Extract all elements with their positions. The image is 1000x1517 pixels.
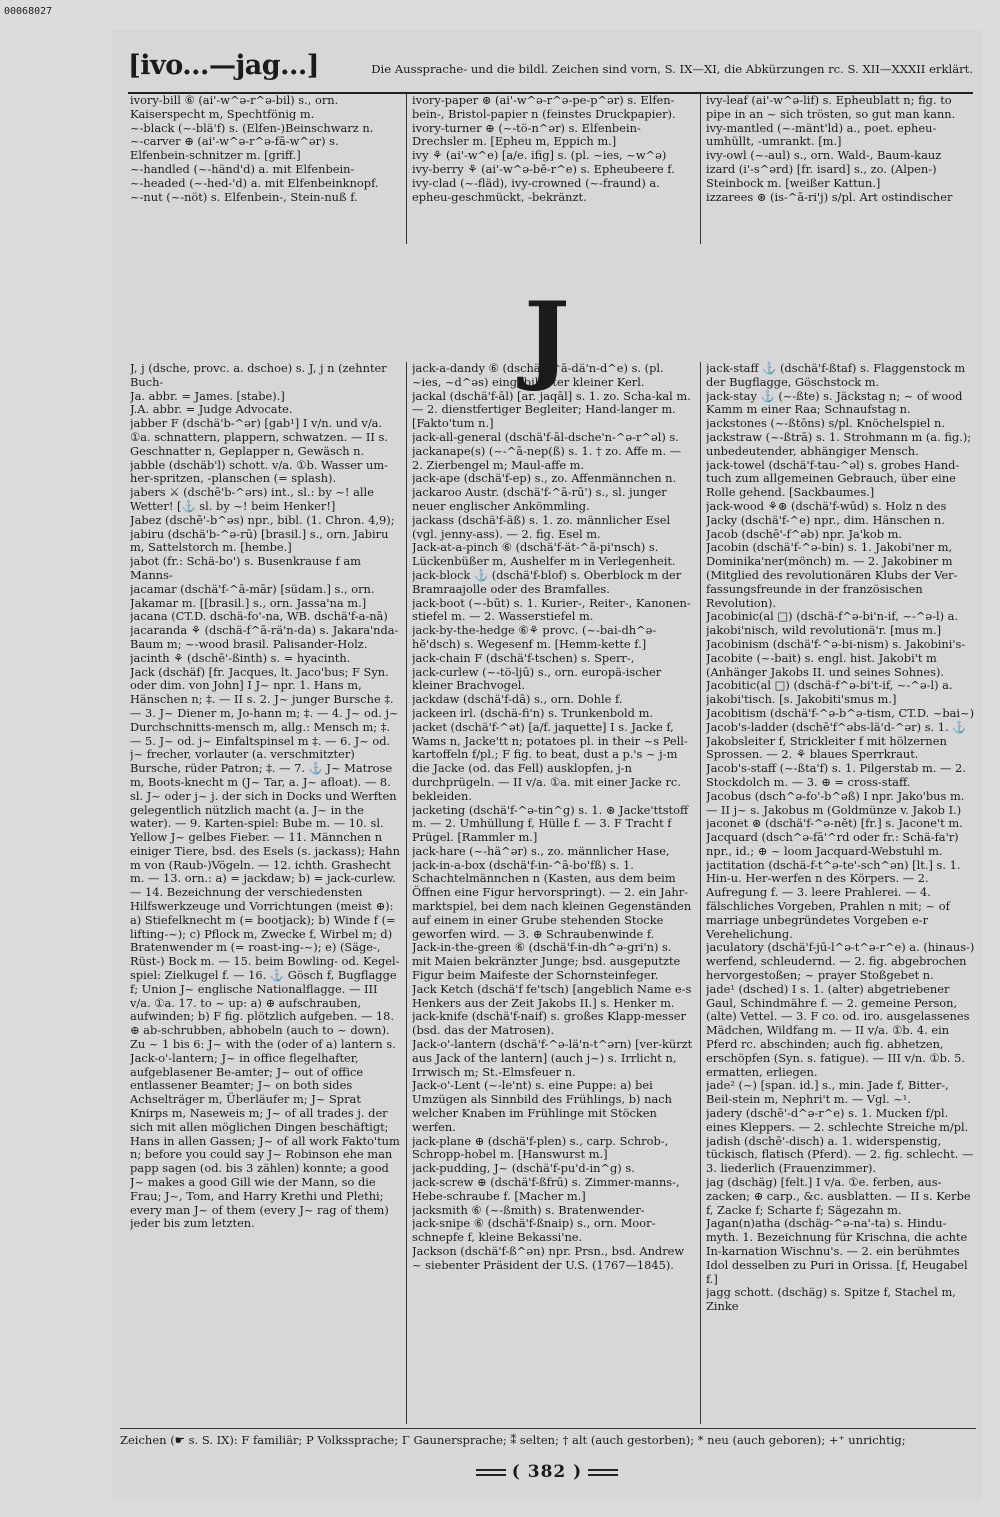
dictionary-entry: jacaranda ⚘ (dschä-f^ā-rä'n-da) s. Jakara'nda-Baum m; ~-wood brasil. Palisander-Holz. — [130, 623, 399, 651]
dictionary-entry: Jack-in-the-green ⑥ (dschä'f-in-dh^ə-gri'n) s. mit Maien bekränzter Junge; bsd. ausgeputzte Figur beim Maifeste der Schornsteinfeger. — [412, 940, 681, 983]
footer-rule — [120, 1428, 976, 1429]
dictionary-entry: ~-nut (~-nöt) s. Elfenbein-, Stein-nuß f. — [130, 189, 358, 204]
column-rule — [406, 94, 407, 244]
dictionary-entry: jade¹ (dsched) I s. 1. (alter) abgetriebener Gaul, Schindmähre f. — 2. gemeine Person, (alte) Vettel. — 3. F co. od. iro. ausgelassenes Mädchen, Wildfang m. — II v/a. ①b. 4. ein Pferd rc. abschinden; auch fig. abhetzen, erschöpfen (Syn. s. fatigue). — III v/n. ①b. 5. ermatten, erliegen. — [706, 981, 970, 1079]
dictionary-entry: Jack (dschäf) [fr. Jacques, lt. Jaco'bus; F Syn. oder dim. von John] I J~ npr. 1. Hans m, Hänschen n; ‡. — II s. 2. J~ junger Bursche ‡. — 3. J~ Diener m, Jo-hann m; ‡. — 4. J~ od. j~ Durchschnitts-mensch m, allg.: Mensch m; ‡. — 5. J~ od. j~ Einfaltspinsel m ‡. — 6. J~ od. j~ frecher, vorlauter (a. verschmitzter) Bursche, rüder Patron; ‡. — 7. ⚓ J~ Matrose m, Boots-knecht m (J~ Tar, a. J~ afloat). — 8. sl. J~ oder j~ j. der sich in Docks und Werften gelegentlich nützlich macht (a. J~ in the water). — 9. Karten-spiel: Bube m. — 10. sl. Yellow J~ gelbes Fieber. — 11. Männchen n einiger Tiere, bsd. des Esels (s. jackass); Hahn m von (Raub-)Vögeln. — 12. ichth. Grashecht m. — 13. orn.: a) = jackdaw; b) = jack-curlew. — 14. Bezeichnung der verschiedensten Hilfswerkzeuge und Vorrichtungen (meist ⊕): a) Stiefelknecht m (= bootjack); b) Winde f (= lifting-~); c) Pflock m, Zwecke f, Wirbel m; d) Bratenwender m (= roast-ing-~); e) (Säge-, Rüst-) Bock m. — 15. beim Bowling- od. Kegel-spiel: Zielkugel f. — 16. ⚓ Gösch f, Bugflagge f; Union J~ englische Nationalflagge. — III v/a. ①a. 17. to ~ up: a) ⊕ aufschrauben, aufwinden; b) F fig. plötzlich aufgeben. — 18. ⊕ ab-schrubben, abhobeln (auch to ~ down). — [130, 664, 400, 1038]
dictionary-entry: ivy-mantled (~-mänt'ld) a., poet. epheu-umhüllt, -umrankt. [m.] — [706, 120, 937, 149]
dictionary-entry: jacketing (dschä'f-^ə-tin^g) s. 1. ⊛ Jacke'ttstoff m. — 2. Umhüllung f, Hülle f. — 3. F Tracht f Prügel. [Rammler m.] — [412, 802, 689, 845]
dictionary-entry: jabber F (dschä'b-^ər) [gab¹] I v/n. und v/a. ①a. schnattern, plappern, schwatzen. — II s. Geschnatter n, Geplapper n, Gewäsch n. — [130, 416, 389, 458]
dictionary-entry: jacket (dschä'f-^ət) [a/f. jaquette] I s. Jacke f, Wams n, Jacke'tt n; potatoes pl. in their ~s Pell-kartoffeln f/pl.; F fig. to beat, dust a p.'s ~ j-m die Jacke (od. das Fell) ausklopfen, j-n durchprügeln. — II v/a. ①a. mit einer Jacke rc. bekleiden. — [412, 719, 688, 803]
dictionary-entry: jack-hare (~-hä^ər) s., zo. männlicher Hase, — [412, 843, 670, 858]
dictionary-entry: ~-handled (~-händ'd) a. mit Elfenbein- — [130, 161, 355, 176]
column-rule — [406, 362, 407, 1424]
main-column-3 — [706, 362, 976, 1424]
dictionary-entry: Jacquard (dsch^ə-fā'^rd oder fr.: Schä-fa'r) npr., id.; ⊕ ~ loom Jacquard-Webstuhl m. — [706, 830, 959, 858]
dictionary-entry: jacksmith ⑥ (~-ßmith) s. Bratenwender- — [412, 1202, 645, 1217]
column-rule — [700, 362, 701, 1424]
dictionary-entry: jacana (CT.D. dschä-fo'-na, WB. dschä'f-a-nā) — [130, 609, 388, 624]
dictionary-entry: Jacob (dschē'-f^əb) npr. Ja'kob m. — [706, 526, 903, 541]
dictionary-entry: jack-a-dandy ⑥ (dschä'f-^ā-dä'n-d^e) s. (pl. ~ies, ~d^əs) eingebildeter kleiner Kerl. — [412, 362, 664, 389]
dictionary-entry: jaconet ⊛ (dschä'f-^ə-nĕt) [fr.] s. Jacone't m. — [706, 816, 963, 831]
dictionary-entry: jabers ⚔ (dschē'b-^ərs) int., sl.: by ~! alle Wetter! [⚓ sl. by ~! beim Henker!] — [130, 485, 374, 513]
dictionary-entry: izard (i'-s^ərd) [fr. isard] s., zo. (Alpen-) Steinbock m. [weißer Kattun.] — [706, 161, 937, 190]
dictionary-entry: Jabez (dschē'-b^əs) npr., bibl. (1. Chron. 4,9); — [130, 512, 395, 527]
dictionary-entry: Jacob's-ladder (dschē'f^əbs-lä'd-^ər) s. 1. ⚓ Jakobsleiter f, Strickleiter f mit hölzernen Sprossen. — 2. ⚘ blaues Sperrkraut. — [706, 719, 967, 762]
dictionary-entry: ivory-bill ⑥ (ai'-w^ə-r^ə-bil) s., orn. Kaiserspecht m, Spechtfönig m. — [130, 94, 339, 121]
dictionary-entry: jack-block ⚓ (dschä'f-blof) s. Oberblock m der Bramraajolle oder des Bramfalles. — [412, 567, 682, 596]
dictionary-entry: Jacobus (dsch^ə-fo'-b^əß) I npr. Jako'bus m. — II j~ s. Jakobus m (Goldmünze v. Jakob I.) — [706, 788, 965, 817]
dictionary-entry: ~-black (~-blä'f) s. (Elfen-)Beinschwarz n. — [130, 120, 374, 135]
dictionary-entry: jacinth ⚘ (dschē'-ßinth) s. = hyacinth. — [130, 650, 351, 665]
dictionary-entry: jack-curlew (~-tö-ljū) s., orn. europä-ischer kleiner Brachvogel. — [412, 664, 662, 693]
dictionary-entry: jabiru (dschä'b-^ə-rū) [brasil.] s., orn. Jabiru m, Sattelstorch m. [hembe.] — [130, 526, 389, 555]
dictionary-entry: jabble (dschäb'l) schott. v/a. ①b. Wasser um-her-spritzen, -planschen (= splash). — [130, 457, 388, 486]
dictionary-entry: J.A. abbr. = Judge Advocate. — [130, 402, 293, 417]
dictionary-entry: Jacobitic(al □) (dschä-f^ə-bi't-if, ~-^ə-l) a. jakobi'tisch. [s. Jakobiti'smus m.] — [706, 678, 953, 707]
dictionary-entry: jackdaw (dschä'f-dā) s., orn. Dohle f. — [412, 692, 623, 707]
dictionary-entry: jagg schott. (dschäg) s. Spitze f, Stachel m, Zinke — [706, 1285, 956, 1314]
dictionary-entry: jack-staff ⚓ (dschä'f-ßtaf) s. Flaggenstock m der Bugflagge, Göschstock m. — [706, 362, 966, 389]
dictionary-entry: jadery (dschē'-d^ə-r^e) s. 1. Mucken f/pl. eines Kleppers. — 2. schlechte Streiche m/pl. — [706, 1106, 969, 1134]
main-column-2 — [412, 362, 694, 1424]
dictionary-entry: jade² (~) [span. id.] s., min. Jade f, Bitter-, Beil-stein m, Nephri't m. — Vgl. ~¹. — [706, 1078, 949, 1107]
dictionary-entry: jacamar (dschä'f-^ā-mār) [südam.] s., orn. Jakamar m. [[brasil.] s., orn. Jassa'na m.] — [130, 581, 375, 610]
dictionary-entry: Jacobin (dschä'f-^ə-bin) s. 1. Jakobi'ner m, Dominika'ner(mönch) m. — 2. Jakobiner m (Mitglied des revolutionären Klubs der Ver-fassungsfreunde in der französischen Revolution). — [706, 540, 958, 610]
dictionary-entry: jackeen irl. (dschä-fi'n) s. Trunkenbold m. — [412, 705, 653, 720]
dictionary-entry: jack-knife (dschä'f-naif) s. großes Klapp-messer (bsd. das der Matrosen). — [412, 1009, 686, 1038]
dictionary-entry: Jack Ketch (dschä'f fe'tsch) [angeblich Name e-s Henkers aus der Zeit Jakobs II.] s. Henker m. — [412, 981, 692, 1010]
dictionary-entry: jaculatory (dschä'f-jū-l^ə-t^ə-r^e) a. (hinaus-) werfend, schleudernd. — 2. fig. abgebrochen hervorgestoßen; ~ prayer Stoßgebet n. — [706, 940, 975, 983]
dictionary-entry: ivy-owl (~-aul) s., orn. Wald-, Baum-kauz — [706, 148, 942, 163]
header-note: Die Aussprache- und die bildl. Zeichen sind vorn, S. IX—XI, die Abkürzungen rc. S. XII—XXXII erklärt. — [371, 62, 973, 76]
dictionary-entry: jack-ape (dschä'f-ep) s., zo. Affenmännchen n. — [412, 471, 677, 486]
dictionary-entry: jack-stay ⚓ (~-ßte) s. Jäckstag n; ~ of wood Kamm m einer Raa; Schnaufstag n. — [706, 388, 963, 417]
dictionary-entry: izzarees ⊛ (is-^ā-ri'j) s/pl. Art ostindischer — [706, 189, 953, 204]
dictionary-entry: jack-all-general (dschä'f-āl-dsche'n-^ə-r^əl) s. — [412, 429, 679, 444]
dictionary-entry: jack-wood ⚘⊛ (dschä'f-wūd) s. Holz n des — [706, 498, 947, 513]
dictionary-entry: jack-in-a-box (dschä'f-in-^ā-bo'fß) s. 1. Schachtelmännchen n (Kasten, aus dem beim Öffnen eine Figur hervorspringt). — 2. ein Jahr-marktspiel, bei dem nach kleinen Gegenständen auf einem in einer Grube stehenden Stocke geworfen wird. — 3. ⊕ Schraubenwinde f. — [412, 857, 692, 941]
guide-words: [ivo...—jag...] — [128, 50, 320, 81]
dictionary-entry: jack-plane ⊕ (dschä'f-plen) s., carp. Schrob-, Schropp-hobel m. [Hanswurst m.] — [412, 1133, 669, 1162]
dictionary-entry: Jacobinic(al □) (dschä-f^ə-bi'n-if, ~-^ə-l) a. jakobi'nisch, wild revolutionä'r. [mus m.] — [706, 609, 959, 638]
dictionary-entry: ~-carver ⊕ (ai'-w^ə-r^ə-fā-w^ər) s. Elfenbein-schnitzer m. [griff.] — [130, 134, 339, 163]
page-header — [128, 50, 973, 94]
dictionary-entry: Jackson (dschä'f-ß^ən) npr. Prsn., bsd. Andrew ~ siebenter Präsident der U.S. (1767—1845). — [412, 1244, 685, 1272]
dictionary-entry: jack-towel (dschä'f-tau-^əl) s. grobes Hand-tuch zum allgemeinen Gebrauch, über eine Rolle gehend. [Sackbaumes.] — [706, 457, 960, 500]
dictionary-entry: jag (dschäg) [felt.] I v/a. ①e. ferben, aus-zacken; ⊕ carp., &c. ausblatten. — II s. Kerbe f, Zacke f; Scharte f; Sägezahn m. — [706, 1175, 971, 1217]
dictionary-entry: jack-screw ⊕ (dschä'f-ßfrū) s. Zimmer-manns-, Hebe-schraube f. [Macher m.] — [412, 1175, 680, 1203]
scan-id: 00068027 — [4, 6, 53, 17]
dictionary-entry: Jack-o'-lantern (dschä'f-^ə-lä'n-t^ərn) [ver-kürzt aus Jack of the lantern] (auch j~) s. Irrlicht n, Irrwisch m; St.-Elmsfeuer n. — [412, 1037, 693, 1079]
dictionary-entry: ivy-clad (~-fläd), ivy-crowned (~-fraund) a. epheu-geschmückt, -bekränzt. — [412, 175, 660, 204]
dictionary-entry: jackass (dschä'f-äß) s. 1. zo. männlicher Esel (vgl. jenny-ass). — 2. fig. Esel m. — [412, 512, 671, 541]
dictionary-entry: jactitation (dschä-f-t^ə-te'-sch^ən) [lt.] s. 1. Hin-u. Her-werfen n des Körpers. — 2. Aufregung f. — 3. leere Prahlerei. — 4. fälschliches Vorgeben, Prahlen n mit; ~ of marriage unbegründetes Vorgeben e-r Verehelichung. — [706, 857, 961, 941]
symbol-key: Zeichen (☛ s. S. IX): F familiär; P Volkssprache; Γ Gaunersprache; ⁑ selten; † alt (auch gestorben); * neu (auch geboren); +⁺ unrichtig; — [120, 1433, 906, 1447]
dictionary-entry: Jacobinism (dschä'f-^ə-bi-nism) s. Jakobini's- — [706, 636, 966, 651]
top-column-1 — [130, 94, 400, 244]
dictionary-entry: Jacob's-staff (~-ßta'f) s. 1. Pilgerstab m. — 2. Stockdolch m. — 3. ⊕ = cross-staff. — [706, 761, 966, 789]
dictionary-entry: Jacky (dschä'f-^e) npr., dim. Hänschen n. — [706, 512, 945, 527]
column-rule — [700, 94, 701, 244]
dictionary-entry: ~-headed (~-hed-'d) a. mit Elfenbeinknopf. — [130, 175, 379, 190]
main-column-1 — [130, 362, 400, 1424]
dictionary-entry: ivy-berry ⚘ (ai'-w^ə-bĕ-r^e) s. Epheubeere f. — [412, 161, 675, 176]
section-letter: J — [524, 281, 570, 394]
dictionary-page — [112, 30, 982, 1500]
top-column-2 — [412, 94, 694, 244]
dictionary-entry: jackstones (~-ßtōns) s/pl. Knöchelspiel n. — [706, 416, 945, 431]
page-dash-right — [588, 1469, 618, 1476]
dictionary-entry: ivory-paper ⊛ (ai'-w^ə-r^ə-pe-p^ər) s. Elfen-bein-, Bristol-papier n (feinstes Druckpapier). — [412, 94, 676, 121]
dictionary-entry: Jacobite (~-bait) s. engl. hist. Jakobi't m (Anhänger Jakobs II. und seines Sohnes). — [706, 650, 945, 679]
dictionary-entry: jack-snipe ⑥ (dschä'f-ßnaip) s., orn. Moor-schnepfe f, kleine Bekassi'ne. — [412, 1216, 656, 1245]
dictionary-entry: Zu ~ 1 bis 6: J~ with the (oder of a) lantern s. Jack-o'-lantern; J~ in office flegelhafter, aufgeblasener Be-amter; J~ out of office entlassener Beamter; J~ on both sides Achselträger m, Überläufer m; J~ Sprat Knirps m, Naseweis m; J~ of all trades j. der sich mit allen möglichen Dingen beschäftigt; Hans in allen Gassen; J~ of all work Fakto'tum n; before you could say J~ Robinson ehe man papp sagen (od. bis 3 zählen) konnte; a good J~ makes a good Gill wie der Mann, so die Frau; J~, Tom, and Harry Krethi und Plethi; every man J~ of them (every J~ rag of them) jeder bis zum letzten. — [130, 1037, 400, 1231]
dictionary-entry: jack-by-the-hedge ⑥⚘ provc. (~-bai-dh^ə-hĕ'dsch) s. Wegesenf m. [Hemm-kette f.] — [412, 623, 657, 651]
dictionary-entry: jackstraw (~-ßtrā) s. 1. Strohmann m (a. fig.); unbedeutender, abhängiger Mensch. — [706, 429, 972, 458]
dictionary-entry: Jacobitism (dschä'f-^ə-b^ə-tism, CT.D. ~bai~) — [706, 705, 975, 720]
dictionary-entry: jack-pudding, J~ (dschä'f-pu'd-in^g) s. — [412, 1161, 635, 1176]
dictionary-entry: jackanape(s) (~-^ā-nep(ß) s. 1. † zo. Affe m. — 2. Zierbengel m; Maul-affe m. — [412, 443, 682, 472]
page-dash-left — [476, 1469, 506, 1476]
top-column-3 — [706, 94, 976, 244]
dictionary-entry: jabot (fr.: Schä-bo') s. Busenkrause f am Manns- — [130, 554, 361, 582]
dictionary-entry: Jagan(n)atha (dschäg-^ə-na'-ta) s. Hindu-myth. 1. Bezeichnung für Krischna, die achte In-karnation Wischnu's. — 2. ein berühmtes Idol desselben zu Puri in Orissa. [f, Heugabel f.] — [706, 1216, 968, 1286]
dictionary-entry: jack-chain F (dschä'f-tschen) s. Sperr-, — [412, 650, 635, 665]
dictionary-entry: Jack-o'-Lent (~-le'nt) s. eine Puppe: a) bei Umzügen als Sinnbild des Frühlings, b) nach welcher Knaben im Frühlinge mit Stöcken werfen. — [412, 1078, 672, 1134]
dictionary-entry: ivory-turner ⊕ (~-tö-n^ər) s. Elfenbein-Drechsler m. [Epheu m, Eppich m.] — [412, 120, 641, 149]
dictionary-entry: ivy ⚘ (ai'-w^e) [a/e. ifig] s. (pl. ~ies, ~w^ə) — [412, 148, 667, 163]
dictionary-entry: jackaroo Austr. (dschä'f-^ā-rū') s., sl. junger neuer englischer Ankömmling. — [412, 485, 667, 513]
dictionary-entry: Ja. abbr. = James. [stabe).] — [130, 388, 285, 403]
dictionary-entry: ivy-leaf (ai'-w^ə-lif) s. Epheublatt n; fig. to pipe in an ~ sich trösten, so gut man kann. — [706, 94, 956, 121]
dictionary-entry: jackal (dschä'f-āl) [ar. jaqāl] s. 1. zo. Scha-kal m. — 2. dienstfertiger Begleiter; Hand-langer m. [Fakto'tum n.] — [412, 388, 691, 431]
page-number — [112, 1462, 982, 1482]
dictionary-entry: jadish (dschē'-disch) a. 1. widerspenstig, tückisch, flatisch (Pferd). — 2. fig. schlecht. — 3. liederlich (Frauenzimmer). — [706, 1133, 974, 1176]
dictionary-entry: Jack-at-a-pinch ⑥ (dschä'f-ät-^ā-pi'nsch) s. Lückenbüßer m, Aushelfer m in Verlegenheit. — [412, 540, 676, 569]
dictionary-entry: J, j (dsche, provc. a. dschoe) s. J, j n (zehnter Buch- — [130, 362, 387, 389]
dictionary-entry: jack-boot (~-būt) s. 1. Kurier-, Reiter-, Kanonen-stiefel m. — 2. Wasserstiefel m. — [412, 595, 691, 624]
page-number-text: ( 382 ) — [511, 1462, 583, 1482]
